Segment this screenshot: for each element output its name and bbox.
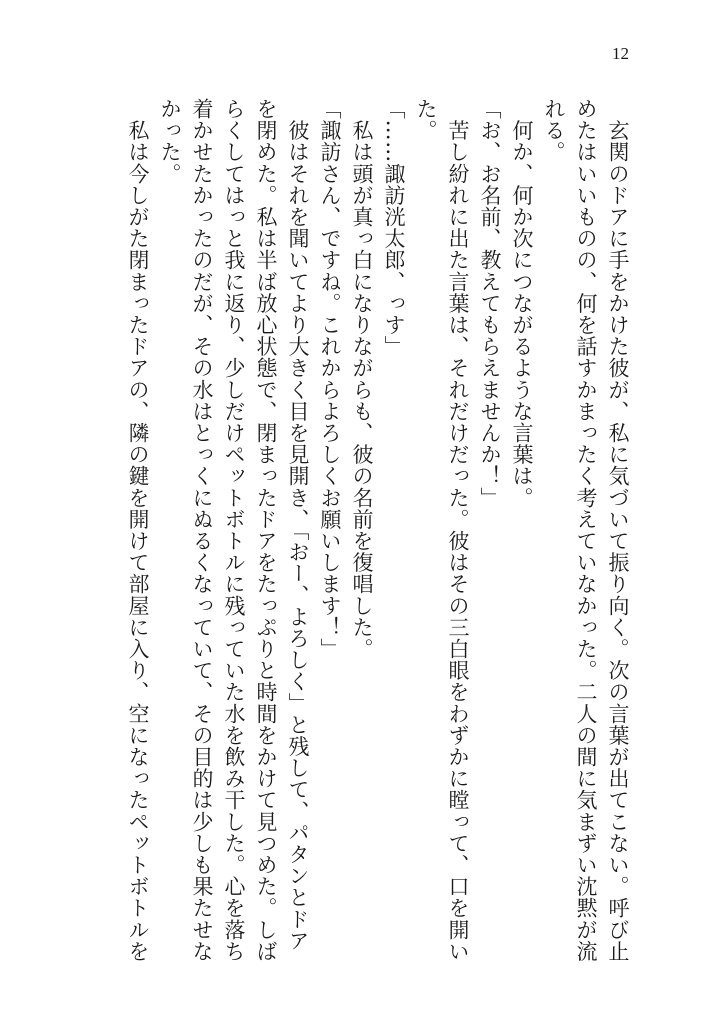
text-line: かった。 bbox=[158, 98, 182, 185]
text-line: 「……諏訪洸太郎、っす」 bbox=[382, 98, 406, 358]
text-line: 何か、何か次につながるような言葉は。 bbox=[510, 98, 534, 509]
text-line: を閉めた。私は半ば放心状態で、閉まったドアをたっぷりと時間をかけて見つめた。しば bbox=[254, 98, 278, 962]
text-line: 彼はそれを聞いてより大きく目を見開き、「おー、よろしく」と残して、パタンとドア bbox=[286, 98, 310, 952]
text-line: た。 bbox=[414, 98, 438, 142]
body-text bbox=[122, 98, 634, 962]
text-line: 玄関のドアに手をかけた彼が、私に気づいて振り向く。次の言葉が出てこない。呼び止 bbox=[606, 98, 630, 962]
text-line: 「諏訪さん、ですね。これからよろしくお願いします！」 bbox=[318, 98, 342, 660]
text-line: 苦し紛れに出た言葉は、それだけだった。彼はその三白眼をわずかに瞠って、口を開い bbox=[446, 98, 470, 962]
page-number: 12 bbox=[612, 44, 629, 63]
text-line: 私は今しがた閉まったドアの、隣の鍵を開けて部屋に入り、空になったペットボトルを bbox=[126, 98, 150, 962]
text-line: 「お、お名前、教えてもらえませんか！」 bbox=[478, 98, 502, 509]
text-line: 着かせたかったのだが、その水はとっくにぬるくなっていて、その目的は少しも果たせな bbox=[190, 98, 214, 962]
text-line: らくしてはっと我に返り、少しだけペットボトルに残っていた水を飲み干した。心を落ち bbox=[222, 98, 246, 962]
text-line: れる。 bbox=[542, 98, 566, 163]
text-line: めたはいいものの、何を話すかまったく考えていなかった。二人の間に気まずい沈黙が流 bbox=[574, 98, 598, 962]
text-line: 私は頭が真っ白になりながらも、彼の名前を復唱した。 bbox=[350, 98, 374, 660]
